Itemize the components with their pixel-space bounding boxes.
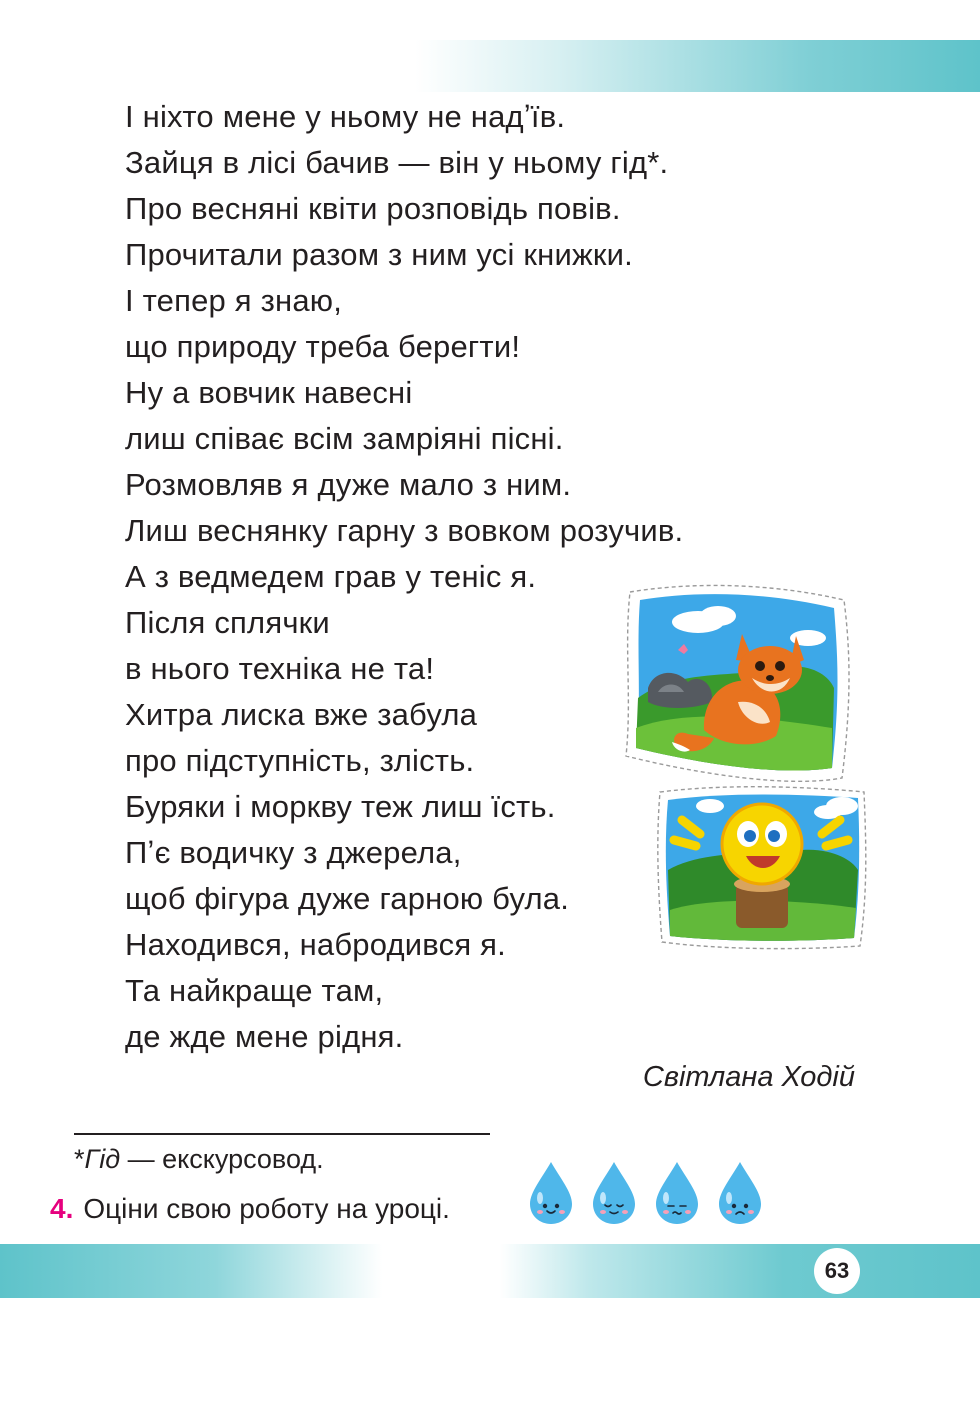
poem-line: Розмовляв я дуже мало з ним. (125, 467, 572, 502)
happy-drop-icon[interactable] (528, 1160, 574, 1226)
page-number: 63 (814, 1248, 860, 1294)
poem-line: І ніхто мене у ньому не надʼїв. (125, 99, 566, 134)
poem-line: про підступність, злість. (125, 743, 475, 778)
footnote-term: Гід (84, 1144, 121, 1174)
poem-line: що природу треба берегти! (125, 329, 521, 364)
poem-line: Після сплячки (125, 605, 330, 640)
poem-line: де жде мене рідня. (125, 1019, 404, 1054)
footnote-divider (74, 1133, 490, 1135)
poem-line: Прочитали разом з ним усі книжки. (125, 237, 633, 272)
top-header-band (415, 40, 980, 92)
poem-line: А з ведмедем грав у теніс я. (125, 559, 537, 594)
poem-line: Ну а вовчик навесні (125, 375, 413, 410)
sad-drop-icon[interactable] (717, 1160, 763, 1226)
footnote (74, 1139, 324, 1179)
task-self-assessment (50, 1189, 450, 1229)
footnote-marker: * (74, 1144, 85, 1174)
task-number: 4. (50, 1193, 74, 1224)
poem-line: Про весняні квіти розповідь повів. (125, 191, 621, 226)
rating-drops (528, 1160, 763, 1226)
poem-line: Хитра лиска вже забула (125, 697, 478, 732)
poem-line: Пʼє водичку з джерела, (125, 835, 462, 870)
poem-author: Світлана Ходій (642, 1061, 855, 1093)
footnote-definition: — екскурсовод. (120, 1144, 324, 1174)
poem-line: І тепер я знаю, (125, 283, 343, 318)
poem-line: Буряки і моркву теж лиш їсть. (125, 789, 556, 824)
task-text: Оціни свою роботу на уроці. (83, 1193, 450, 1224)
poem (125, 94, 683, 1060)
fox-illustration (618, 578, 854, 790)
poem-line: Лиш веснянку гарну з вовком розучив. (125, 513, 684, 548)
poem-line: лиш співає всім замріяні пісні. (125, 421, 564, 456)
neutral-drop-icon[interactable] (654, 1160, 700, 1226)
poem-line: в нього техніка не та! (125, 651, 435, 686)
poem-line: Находився, набродився я. (125, 927, 506, 962)
poem-line: Та найкраще там, (125, 973, 384, 1008)
poem-line: Зайця в лісі бачив — він у ньому гід*. (125, 145, 669, 180)
poem-line: щоб фігура дуже гарною була. (125, 881, 570, 916)
content-drop-icon[interactable] (591, 1160, 637, 1226)
sun-illustration (652, 780, 870, 952)
